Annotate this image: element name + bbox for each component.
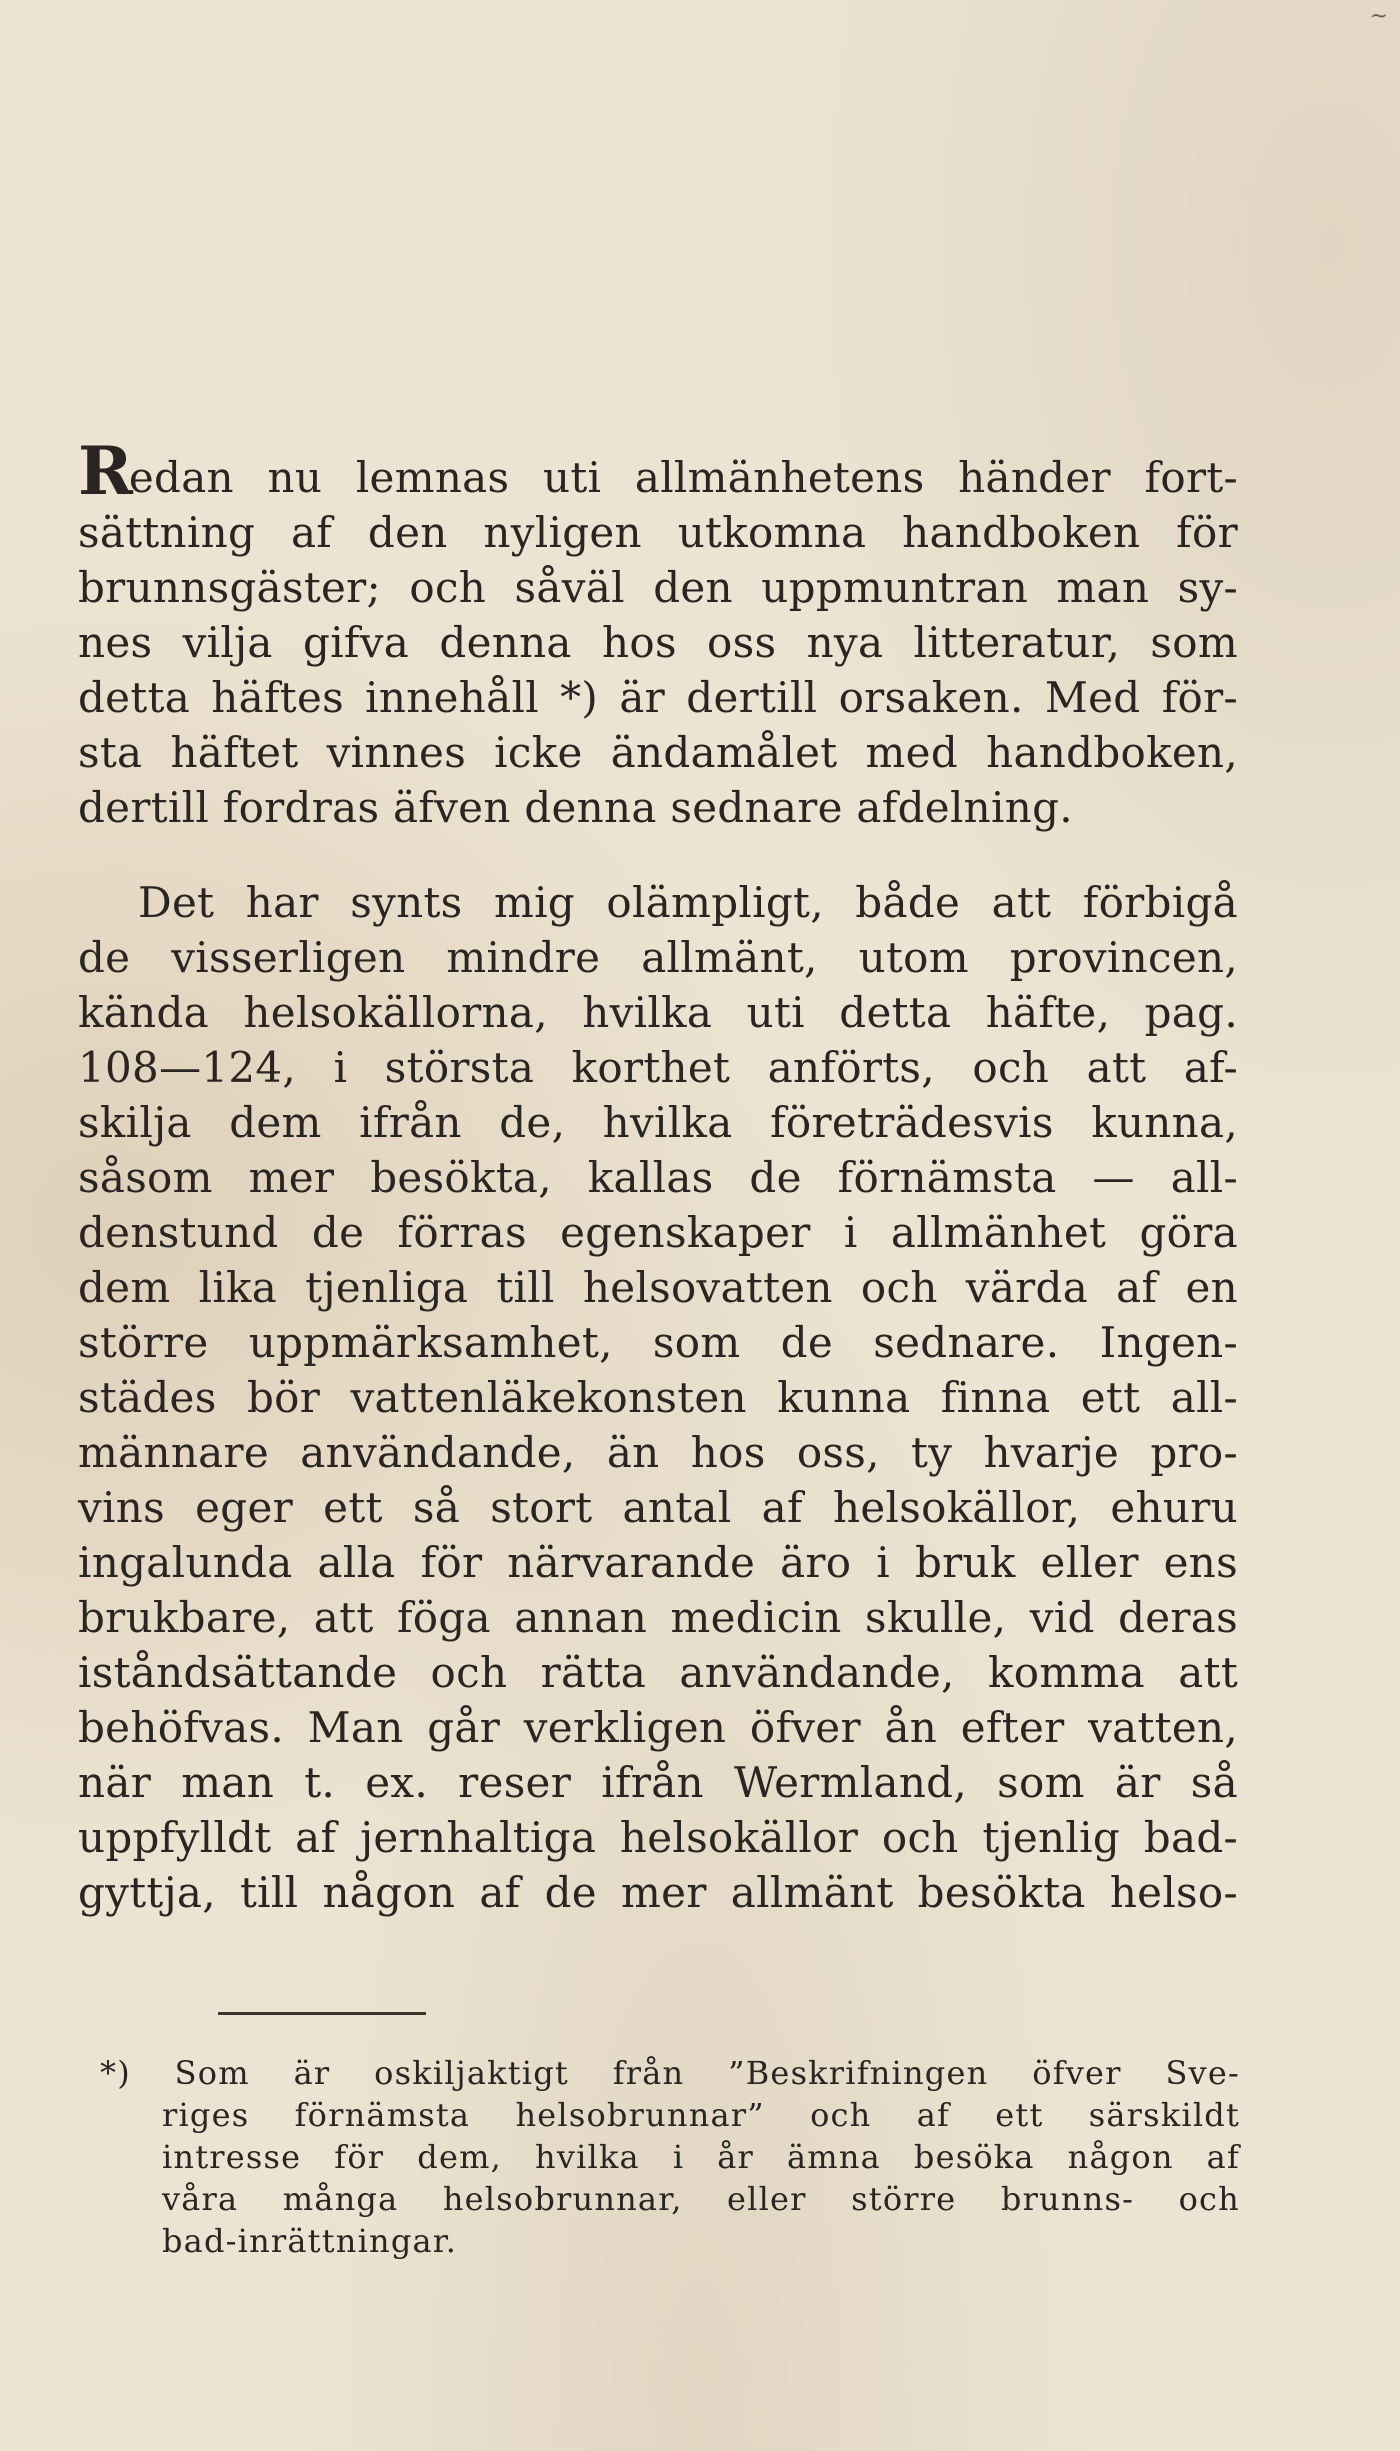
paragraph-1	[78, 432, 1238, 835]
footnote-rule	[218, 2012, 426, 2015]
paragraph-2	[78, 875, 1238, 1920]
text-line: behöfvas. Man går verkligen öfver ån efter vatten,	[78, 1703, 1238, 1752]
text-line: brunnsgäster; och såväl den uppmuntran man sy-	[78, 563, 1238, 612]
text-line: iståndsättande och rätta användande, komma att	[78, 1648, 1238, 1697]
text-line: de visserligen mindre allmänt, utom provincen,	[78, 933, 1238, 982]
text-line-content: edan nu lemnas uti allmänhetens händer fort-	[128, 453, 1238, 502]
footnote-line: *) Som är oskiljaktigt från ”Beskrifningen öfver Sve-	[100, 2054, 1240, 2092]
text-line: Det har synts mig olämpligt, både att förbigå	[138, 878, 1238, 927]
text-line: större uppmärksamhet, som de sednare. Ingen-	[78, 1318, 1238, 1367]
text-line: gyttja, till någon af de mer allmänt besökta helso-	[78, 1868, 1238, 1917]
drop-initial: R	[78, 432, 129, 510]
text-line: männare användande, än hos oss, ty hvarje pro-	[78, 1428, 1238, 1477]
text-line: såsom mer besökta, kallas de förnämsta — all-	[78, 1153, 1238, 1202]
text-line: dertill fordras äfven denna sednare afdelning.	[78, 783, 1073, 832]
text-line: skilja dem ifrån de, hvilka företrädesvis kunna,	[78, 1098, 1238, 1147]
text-line: dem lika tjenliga till helsovatten och värda af en	[78, 1263, 1238, 1312]
text-line: vins eger ett så stort antal af helsokällor, ehuru	[78, 1483, 1238, 1532]
footnote-line: intresse för dem, hvilka i år ämna besöka någon af	[162, 2138, 1240, 2176]
text-line: städes bör vattenläkekonsten kunna finna ett all-	[78, 1373, 1238, 1422]
page-corner-mark: ~	[1369, 4, 1388, 29]
footnote-line: bad-inrättningar.	[162, 2222, 458, 2260]
text-line: när man t. ex. reser ifrån Wermland, som är så	[78, 1758, 1238, 1807]
main-text	[78, 432, 1238, 1920]
text-line: sta häftet vinnes icke ändamålet med handboken,	[78, 728, 1238, 777]
text-line: brukbare, att föga annan medicin skulle, vid deras	[78, 1593, 1238, 1642]
text-line: detta häftes innehåll *) är dertill orsaken. Med för-	[78, 673, 1238, 722]
text-line: denstund de förras egenskaper i allmänhet göra	[78, 1208, 1238, 1257]
footnote	[100, 2052, 1240, 2262]
footnote-line: våra många helsobrunnar, eller större brunns- och	[162, 2180, 1240, 2218]
text-line: sättning af den nyligen utkomna handboken för	[78, 508, 1238, 557]
text-line: uppfylldt af jernhaltiga helsokällor och tjenlig bad-	[78, 1813, 1238, 1862]
text-line: kända helsokällorna, hvilka uti detta häfte, pag.	[78, 988, 1238, 1037]
text-line: ingalunda alla för närvarande äro i bruk eller ens	[78, 1538, 1238, 1587]
text-line	[78, 432, 1238, 510]
text-line: 108—124, i största korthet anförts, och att af-	[78, 1043, 1238, 1092]
paragraph-gap	[78, 835, 1238, 875]
text-line: nes vilja gifva denna hos oss nya litteratur, som	[78, 618, 1238, 667]
footnote-line: riges förnämsta helsobrunnar” och af ett särskildt	[162, 2096, 1240, 2134]
